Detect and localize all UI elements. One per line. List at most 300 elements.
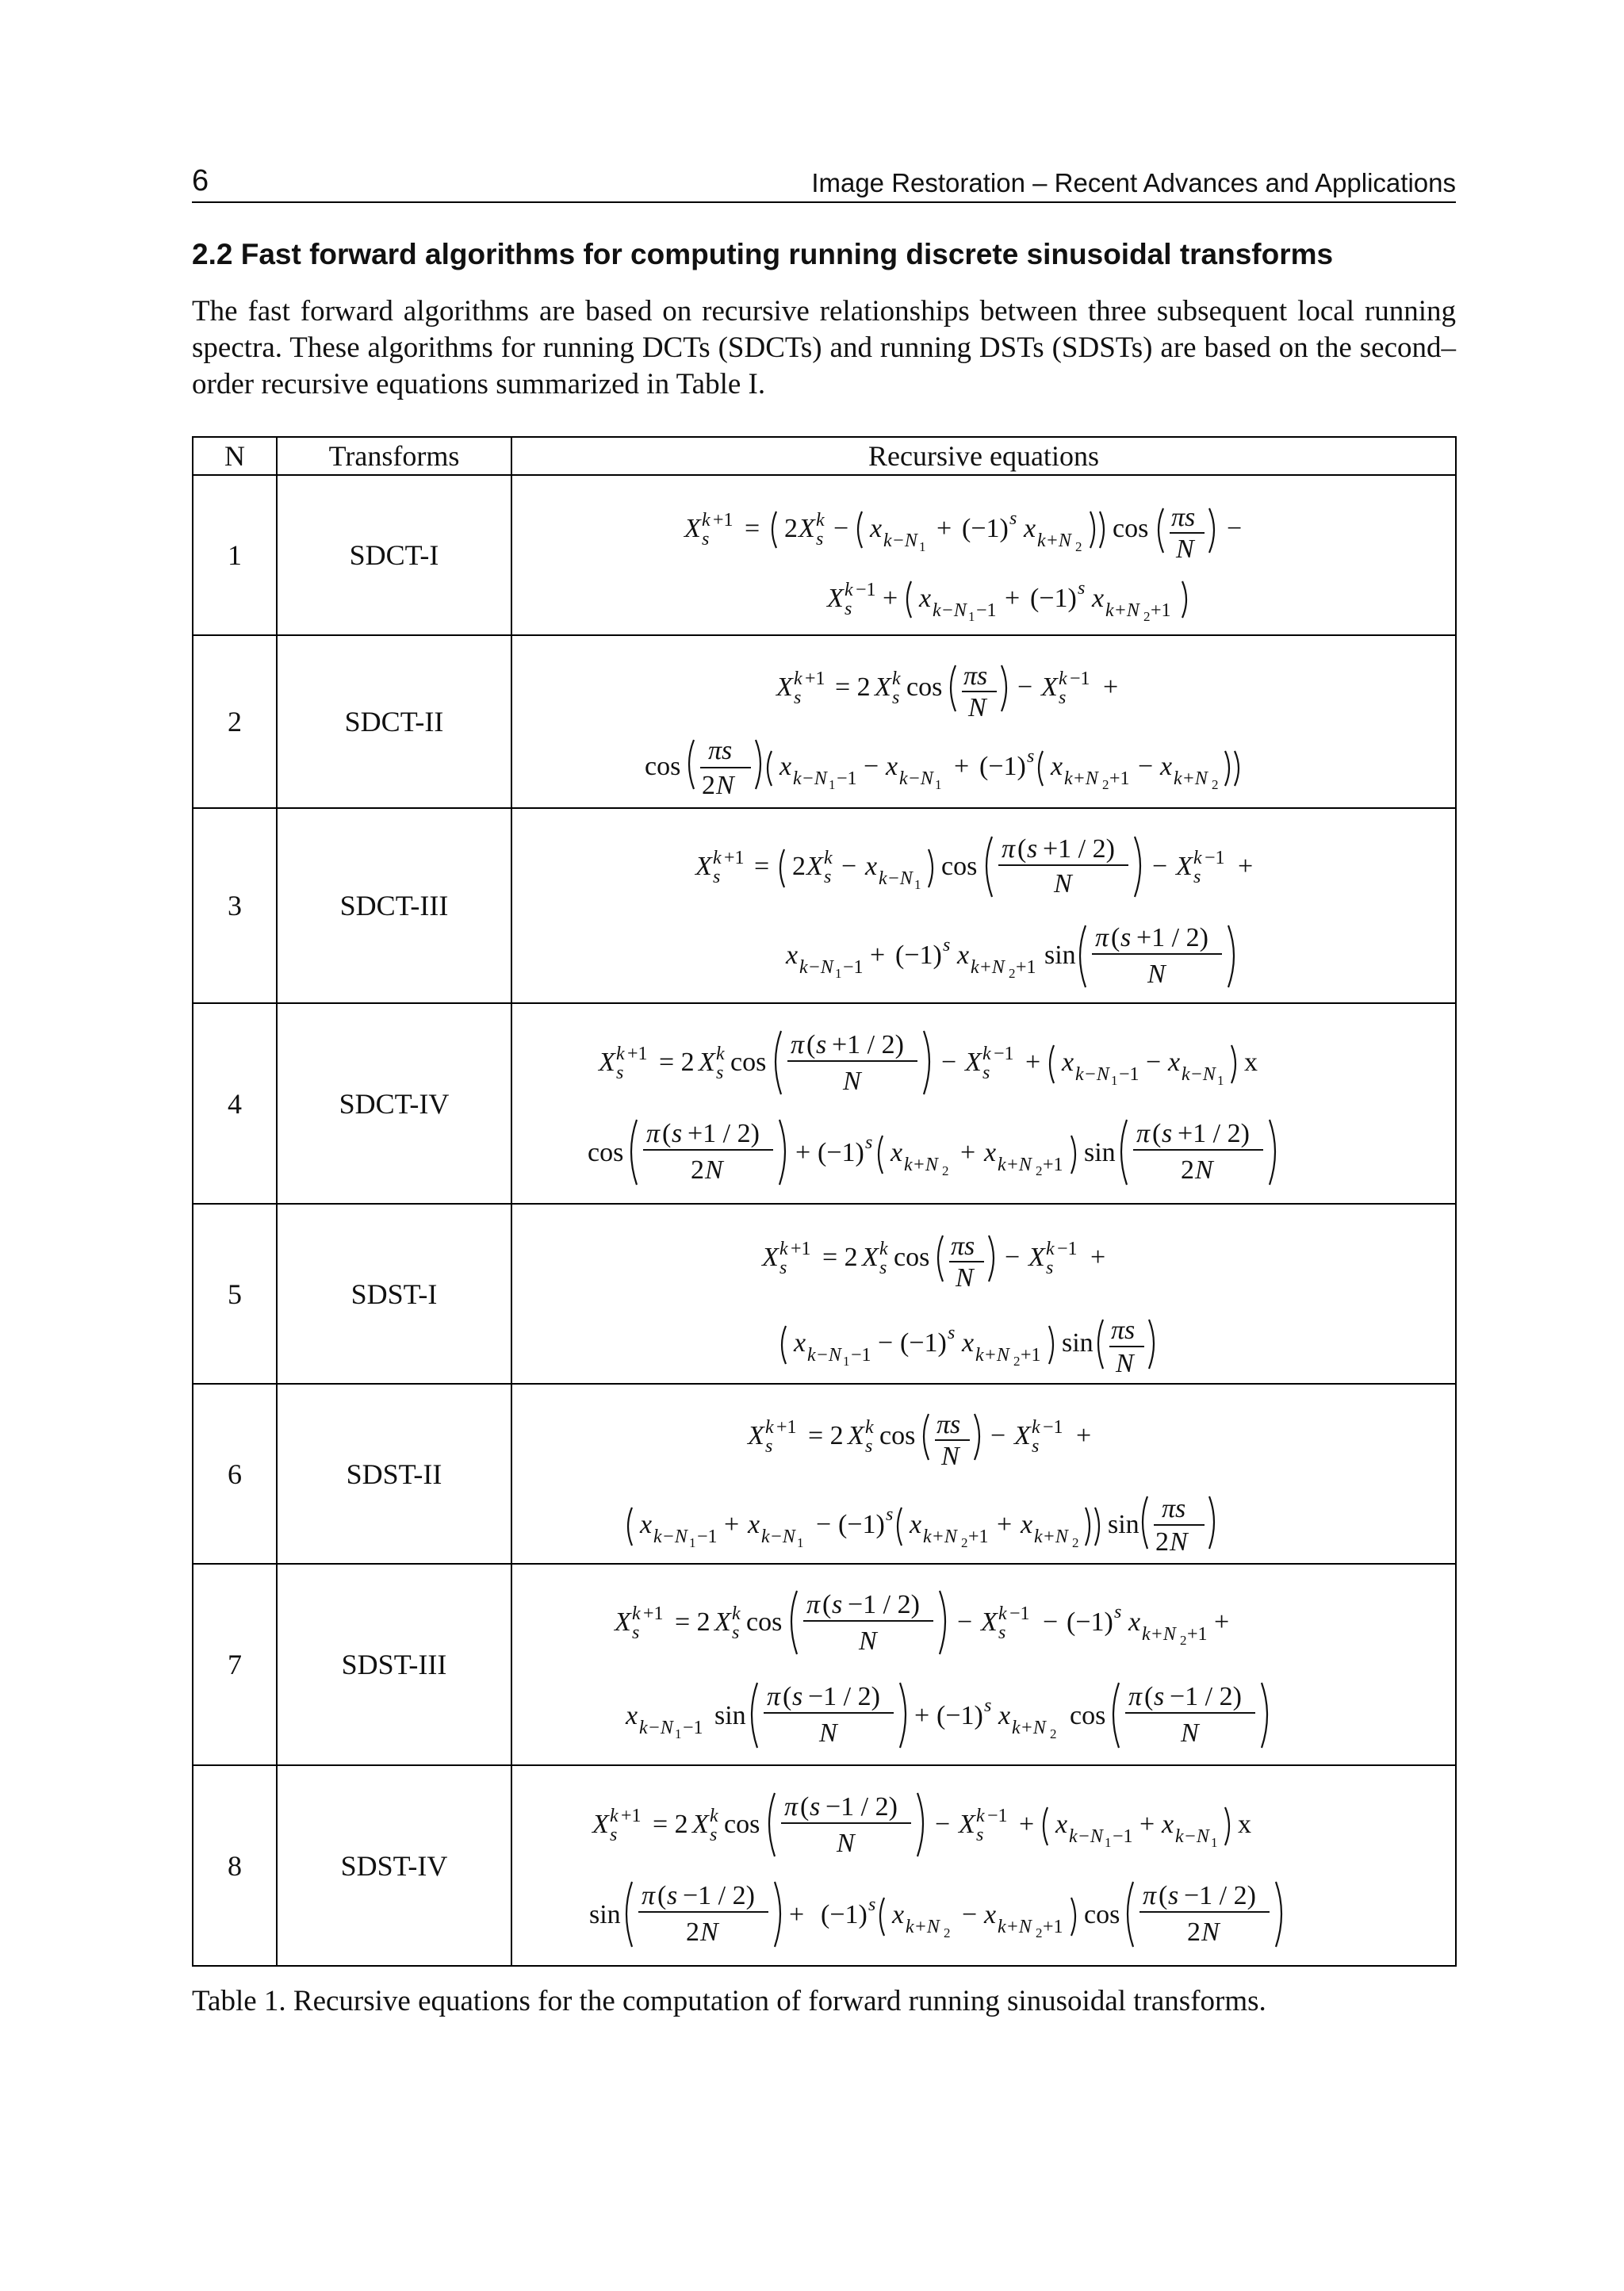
- svg-text:+1: +1: [1042, 1154, 1063, 1175]
- svg-text:x: x: [983, 1899, 996, 1929]
- svg-text:k: k: [1045, 1239, 1055, 1259]
- svg-text:s: s: [609, 1824, 617, 1845]
- svg-text:+1 / 2): +1 / 2): [1136, 923, 1208, 952]
- svg-text:πs: πs: [963, 661, 987, 691]
- svg-text:1: 1: [967, 609, 975, 624]
- svg-text:−1: −1: [1112, 1826, 1133, 1847]
- svg-text:N: N: [842, 1066, 861, 1096]
- running-title: Image Restoration – Recent Advances and Applications: [811, 168, 1456, 197]
- svg-text:sin: sin: [1083, 1137, 1116, 1167]
- svg-text:1: 1: [1110, 1072, 1117, 1088]
- table-row: [193, 475, 1456, 635]
- svg-text:x: x: [890, 1137, 902, 1167]
- svg-text:s: s: [879, 1258, 887, 1278]
- svg-text:x: x: [1128, 1607, 1140, 1637]
- equation-sdct-iv: [516, 1009, 1452, 1199]
- svg-text:1: 1: [1216, 1072, 1224, 1088]
- svg-text:+1: +1: [626, 1043, 648, 1064]
- svg-text:−: −: [961, 1899, 977, 1929]
- svg-text:1: 1: [688, 1535, 695, 1550]
- svg-text:2: 2: [1074, 539, 1082, 554]
- svg-text:+1: +1: [712, 510, 733, 531]
- svg-text:−1: −1: [975, 600, 997, 621]
- svg-text:s: s: [1045, 1258, 1053, 1278]
- svg-text:cos: cos: [1083, 1899, 1120, 1929]
- svg-text:k: k: [982, 1043, 991, 1064]
- svg-text:=: =: [744, 514, 760, 543]
- transform-name: SDST-IV: [277, 1765, 511, 1966]
- svg-text:(: (: [782, 1682, 791, 1711]
- svg-text:+1 / 2): +1 / 2): [1042, 834, 1115, 864]
- svg-text:πs: πs: [1110, 1316, 1135, 1345]
- svg-text:k−N: k−N: [799, 957, 833, 978]
- row-number: 2: [193, 635, 277, 808]
- svg-text:1: 1: [1104, 1834, 1111, 1850]
- svg-text:+: +: [1102, 672, 1118, 702]
- svg-text:s: s: [671, 1118, 682, 1148]
- svg-text:x: x: [1167, 1047, 1180, 1077]
- svg-text:k: k: [779, 1239, 788, 1259]
- svg-text:k+N: k+N: [1063, 768, 1098, 789]
- svg-text:+1: +1: [1020, 1345, 1041, 1366]
- svg-text:k−N: k−N: [883, 531, 917, 551]
- svg-text:+1 / 2): +1 / 2): [831, 1029, 904, 1059]
- svg-text:x: x: [1020, 1510, 1032, 1539]
- page-header: [192, 163, 1456, 203]
- svg-text:s: s: [815, 529, 823, 550]
- svg-text:x: x: [885, 752, 898, 781]
- svg-text:k: k: [1193, 848, 1202, 868]
- svg-text:πs: πs: [1161, 1494, 1185, 1523]
- svg-text:cos: cos: [906, 672, 942, 702]
- svg-text:s: s: [844, 599, 852, 619]
- svg-text:2: 2: [941, 1163, 948, 1178]
- svg-text:k+N: k+N: [922, 1527, 957, 1547]
- svg-text:X: X: [698, 1047, 715, 1077]
- svg-text:s: s: [809, 1791, 820, 1822]
- svg-text:s: s: [1113, 1602, 1121, 1622]
- svg-text:−: −: [1226, 514, 1242, 543]
- svg-text:x: x: [1061, 1047, 1074, 1077]
- svg-text:(: (: [806, 1029, 815, 1059]
- svg-text:πs: πs: [1170, 503, 1195, 532]
- svg-text:s: s: [864, 1436, 872, 1457]
- svg-text:s: s: [712, 867, 720, 887]
- svg-text:−: −: [956, 1607, 972, 1637]
- svg-text:s: s: [983, 1695, 991, 1716]
- svg-text:+: +: [936, 514, 952, 543]
- svg-text:+: +: [1075, 1421, 1091, 1450]
- svg-text:N: N: [704, 1155, 723, 1185]
- svg-text:x: x: [961, 1328, 974, 1358]
- svg-text:+: +: [1025, 1047, 1040, 1077]
- svg-text:−1: −1: [842, 957, 864, 978]
- table-row: [193, 1765, 1456, 1966]
- svg-text:k+N: k+N: [905, 1916, 940, 1937]
- svg-text:s: s: [831, 1590, 842, 1619]
- equation-cell: [511, 635, 1456, 808]
- svg-text:+1: +1: [1150, 600, 1171, 621]
- svg-text:x: x: [1055, 1809, 1067, 1839]
- svg-text:−1 / 2): −1 / 2): [682, 1880, 755, 1910]
- equation-cell: [511, 1204, 1456, 1384]
- svg-text:2: 2: [1186, 1917, 1201, 1947]
- row-number: 5: [193, 1204, 277, 1384]
- svg-text:sin: sin: [714, 1701, 746, 1730]
- svg-text:sin: sin: [1044, 941, 1076, 970]
- svg-text:π: π: [1142, 1880, 1156, 1910]
- svg-text:2: 2: [1035, 1163, 1042, 1178]
- svg-text:−: −: [877, 1328, 893, 1358]
- svg-text:π: π: [766, 1682, 780, 1711]
- svg-text:2: 2: [690, 1155, 704, 1185]
- svg-text:−1 / 2): −1 / 2): [1183, 1880, 1256, 1910]
- svg-text:x: x: [918, 584, 931, 613]
- svg-text:s: s: [823, 867, 831, 887]
- equation-sdst-i: [516, 1209, 1452, 1379]
- svg-text:X: X: [691, 1809, 709, 1839]
- svg-text:π: π: [1136, 1118, 1150, 1148]
- equation-cell: [511, 1564, 1456, 1765]
- svg-text:N: N: [818, 1718, 837, 1748]
- table-row: [193, 808, 1456, 1003]
- svg-text:N: N: [940, 1442, 959, 1471]
- svg-text:N: N: [1147, 960, 1166, 989]
- svg-text:X: X: [1040, 672, 1058, 702]
- svg-text:(−1): (−1): [1029, 584, 1077, 613]
- svg-text:x: x: [983, 1137, 996, 1167]
- svg-text:+: +: [953, 752, 969, 781]
- svg-text:+: +: [914, 1701, 929, 1730]
- svg-text:−1: −1: [1069, 669, 1090, 689]
- svg-text:s: s: [1077, 578, 1085, 599]
- svg-text:π: π: [790, 1029, 804, 1059]
- svg-text:−: −: [833, 514, 848, 543]
- svg-text:cos: cos: [730, 1047, 766, 1077]
- svg-text:−: −: [1137, 752, 1153, 781]
- svg-text:x: x: [1243, 1047, 1258, 1077]
- svg-text:−: −: [990, 1421, 1005, 1450]
- svg-text:X: X: [684, 514, 701, 543]
- svg-text:s: s: [701, 529, 709, 550]
- svg-text:s: s: [1120, 923, 1131, 952]
- row-number: 4: [193, 1003, 277, 1204]
- svg-text:cos: cos: [1112, 514, 1148, 543]
- table-row: [193, 635, 1456, 808]
- svg-text:x: x: [779, 752, 791, 781]
- svg-text:k−N: k−N: [1074, 1063, 1109, 1085]
- svg-text:+1: +1: [642, 1603, 664, 1624]
- svg-text:x: x: [1050, 752, 1063, 781]
- svg-text:k: k: [844, 580, 853, 600]
- svg-text:s: s: [1058, 688, 1066, 708]
- svg-text:1: 1: [934, 777, 941, 792]
- svg-text:π: π: [1094, 923, 1109, 952]
- svg-text:s: s: [975, 1824, 983, 1845]
- svg-text:−1: −1: [696, 1527, 718, 1547]
- equation-cell: [511, 475, 1456, 635]
- svg-text:X: X: [776, 672, 793, 702]
- svg-text:−: −: [1017, 672, 1032, 702]
- svg-text:N: N: [955, 1263, 974, 1293]
- svg-text:(: (: [657, 1880, 666, 1910]
- svg-text:−1: −1: [1056, 1239, 1078, 1259]
- svg-text:= 2: = 2: [822, 1243, 858, 1272]
- svg-text:πs: πs: [936, 1410, 960, 1439]
- svg-text:2: 2: [960, 1535, 967, 1550]
- row-number: 6: [193, 1384, 277, 1564]
- svg-text:2: 2: [943, 1925, 950, 1940]
- equation-sdst-ii: [516, 1389, 1452, 1559]
- transform-name: SDCT-II: [277, 635, 511, 808]
- svg-text:π: π: [1001, 834, 1015, 864]
- svg-text:X: X: [798, 514, 815, 543]
- svg-text:k: k: [823, 848, 833, 868]
- svg-text:+: +: [795, 1137, 810, 1167]
- svg-text:s: s: [868, 1894, 875, 1915]
- svg-text:+1: +1: [1109, 768, 1130, 789]
- svg-text:−: −: [815, 1510, 831, 1539]
- svg-text:k+N: k+N: [1141, 1624, 1176, 1645]
- svg-text:s: s: [1153, 1682, 1164, 1711]
- svg-text:k+N: k+N: [997, 1154, 1032, 1175]
- svg-text:2: 2: [685, 1917, 699, 1947]
- table-row: [193, 1384, 1456, 1564]
- svg-text:X: X: [964, 1047, 982, 1077]
- svg-text:2: 2: [701, 771, 715, 800]
- svg-text:=: =: [753, 852, 769, 881]
- svg-text:1: 1: [828, 777, 835, 792]
- svg-text:k−N: k−N: [1174, 1826, 1209, 1847]
- table-header-row: [193, 437, 1456, 475]
- svg-text:−1: −1: [850, 1345, 871, 1366]
- svg-text:−: −: [841, 852, 856, 881]
- svg-text:x: x: [1237, 1809, 1251, 1839]
- svg-text:X: X: [1028, 1243, 1045, 1272]
- svg-text:s: s: [982, 1062, 990, 1083]
- svg-text:+1: +1: [804, 669, 825, 689]
- svg-text:N: N: [1201, 1917, 1220, 1947]
- svg-text:k−N: k−N: [638, 1718, 673, 1738]
- svg-text:cos: cos: [940, 852, 977, 881]
- svg-text:X: X: [695, 852, 712, 881]
- svg-text:k−N: k−N: [760, 1527, 795, 1547]
- svg-text:N: N: [1194, 1155, 1213, 1185]
- svg-text:k−N: k−N: [1181, 1063, 1216, 1085]
- svg-text:1: 1: [796, 1535, 803, 1550]
- svg-text:1: 1: [914, 877, 921, 892]
- svg-text:x: x: [1023, 514, 1036, 543]
- svg-text:(−1): (−1): [837, 1510, 885, 1539]
- svg-text:k+N: k+N: [1011, 1718, 1046, 1738]
- svg-text:−1: −1: [993, 1043, 1014, 1064]
- transform-name: SDST-III: [277, 1564, 511, 1765]
- svg-text:k: k: [864, 1417, 874, 1438]
- svg-text:x: x: [639, 1510, 652, 1539]
- svg-text:s: s: [891, 688, 899, 708]
- svg-text:+1: +1: [967, 1527, 989, 1547]
- equation-sdst-iii: [516, 1569, 1452, 1760]
- equation-cell: [511, 808, 1456, 1003]
- svg-text:2: 2: [1179, 1633, 1186, 1648]
- table-caption: Table 1. Recursive equations for the computation of forward running sinusoidal transforms.: [192, 1985, 1266, 2017]
- svg-text:k: k: [975, 1805, 985, 1826]
- svg-text:k: k: [793, 669, 802, 689]
- svg-text:s: s: [1167, 1880, 1178, 1910]
- svg-text:cos: cos: [587, 1137, 623, 1167]
- svg-text:(: (: [1158, 1880, 1167, 1910]
- svg-text:X: X: [1013, 1421, 1031, 1450]
- svg-text:k+N: k+N: [997, 1916, 1032, 1937]
- svg-text:(−1): (−1): [936, 1701, 983, 1730]
- svg-text:(: (: [1151, 1118, 1161, 1148]
- column-header-n: N: [193, 437, 277, 475]
- svg-text:−1: −1: [682, 1718, 703, 1738]
- svg-text:s: s: [631, 1622, 639, 1643]
- svg-text:(−1): (−1): [894, 941, 942, 970]
- svg-text:s: s: [715, 1062, 723, 1083]
- svg-text:k: k: [1058, 669, 1067, 689]
- svg-text:k+N: k+N: [970, 957, 1005, 978]
- svg-text:−1 / 2): −1 / 2): [807, 1682, 880, 1711]
- equation-sdct-iii: [516, 813, 1452, 998]
- svg-text:k−N: k−N: [1068, 1826, 1103, 1847]
- svg-text:−: −: [1151, 852, 1167, 881]
- page-number: 6: [192, 164, 209, 197]
- svg-text:2: 2: [1180, 1155, 1194, 1185]
- svg-text:N: N: [1053, 869, 1072, 898]
- svg-text:X: X: [806, 852, 823, 881]
- svg-text:2: 2: [1008, 966, 1015, 981]
- svg-text:k−N: k−N: [932, 600, 967, 621]
- svg-text:+: +: [1018, 1809, 1034, 1839]
- svg-text:s: s: [791, 1682, 802, 1711]
- svg-text:= 2: = 2: [807, 1421, 844, 1450]
- svg-text:πs: πs: [707, 736, 732, 765]
- svg-text:−: −: [934, 1809, 950, 1839]
- svg-text:N: N: [1180, 1718, 1199, 1748]
- svg-text:s: s: [666, 1880, 677, 1910]
- svg-text:2: 2: [783, 514, 798, 543]
- svg-text:−1: −1: [855, 580, 876, 600]
- svg-text:k: k: [715, 1043, 725, 1064]
- svg-text:k: k: [815, 510, 825, 531]
- table-row: [193, 1564, 1456, 1765]
- svg-text:−: −: [1042, 1607, 1058, 1637]
- svg-text:k−N: k−N: [898, 768, 933, 789]
- svg-text:X: X: [958, 1809, 975, 1839]
- svg-text:s: s: [1193, 867, 1201, 887]
- svg-text:s: s: [1026, 834, 1037, 864]
- svg-text:= 2: = 2: [652, 1809, 688, 1839]
- svg-text:x: x: [891, 1899, 904, 1929]
- svg-text:k: k: [1031, 1417, 1040, 1438]
- svg-text:k: k: [891, 669, 901, 689]
- svg-text:X: X: [761, 1243, 779, 1272]
- svg-text:N: N: [967, 693, 986, 722]
- svg-text:k: k: [764, 1417, 774, 1438]
- svg-text:X: X: [847, 1421, 864, 1450]
- svg-text:2: 2: [1155, 1527, 1169, 1557]
- svg-text:+1: +1: [620, 1805, 642, 1826]
- table-row: [193, 1003, 1456, 1204]
- transform-name: SDCT-III: [277, 808, 511, 1003]
- transform-name: SDST-I: [277, 1204, 511, 1384]
- equation-sdct-ii: [516, 640, 1452, 803]
- svg-text:s: s: [947, 1323, 955, 1343]
- svg-text:+: +: [788, 1899, 804, 1929]
- column-header-transforms: Transforms: [277, 437, 511, 475]
- svg-text:cos: cos: [1069, 1701, 1105, 1730]
- svg-text:+: +: [1237, 852, 1253, 881]
- svg-text:+1: +1: [1015, 957, 1036, 978]
- svg-text:X: X: [592, 1809, 609, 1839]
- svg-text:k+N: k+N: [903, 1154, 938, 1175]
- svg-text:X: X: [826, 584, 844, 613]
- svg-text:πs: πs: [950, 1232, 975, 1261]
- svg-text:(−1): (−1): [817, 1137, 864, 1167]
- svg-text:+1: +1: [776, 1417, 797, 1438]
- svg-text:−: −: [1145, 1047, 1161, 1077]
- svg-text:k: k: [701, 510, 710, 531]
- svg-text:π: π: [806, 1590, 820, 1619]
- equation-sdst-iv: [516, 1771, 1452, 1961]
- svg-text:k−N: k−N: [792, 768, 827, 789]
- svg-text:+1: +1: [790, 1239, 811, 1259]
- svg-text:2: 2: [1211, 777, 1218, 792]
- row-number: 8: [193, 1765, 277, 1966]
- svg-text:x: x: [785, 941, 798, 970]
- svg-text:N: N: [1115, 1349, 1134, 1378]
- svg-text:s: s: [998, 1622, 1005, 1643]
- svg-text:(−1): (−1): [979, 752, 1026, 781]
- svg-text:k+N: k+N: [1105, 600, 1139, 621]
- svg-text:(: (: [1110, 923, 1120, 952]
- svg-text:x: x: [1159, 752, 1172, 781]
- svg-text:(−1): (−1): [899, 1328, 947, 1358]
- svg-text:X: X: [614, 1607, 631, 1637]
- transform-name: SDCT-I: [277, 475, 511, 635]
- svg-text:x: x: [956, 941, 969, 970]
- svg-text:s: s: [1009, 508, 1017, 529]
- svg-text:(: (: [1017, 834, 1026, 864]
- svg-text:−1: −1: [1042, 1417, 1063, 1438]
- svg-text:1: 1: [674, 1726, 681, 1741]
- svg-text:x: x: [747, 1510, 760, 1539]
- svg-text:cos: cos: [893, 1243, 929, 1272]
- svg-text:X: X: [714, 1607, 731, 1637]
- svg-text:N: N: [1169, 1527, 1188, 1557]
- svg-text:x: x: [864, 852, 877, 881]
- svg-text:−1: −1: [1009, 1603, 1030, 1624]
- svg-text:X: X: [861, 1243, 879, 1272]
- svg-text:+1: +1: [723, 848, 745, 868]
- svg-text:π: π: [645, 1118, 660, 1148]
- column-header-equations: Recursive equations: [511, 437, 1456, 475]
- svg-text:+: +: [959, 1137, 975, 1167]
- svg-text:X: X: [874, 672, 891, 702]
- svg-text:X: X: [747, 1421, 764, 1450]
- svg-text:k: k: [998, 1603, 1007, 1624]
- svg-text:−1 / 2): −1 / 2): [847, 1590, 920, 1619]
- svg-text:k+N: k+N: [1033, 1527, 1068, 1547]
- svg-text:k−N: k−N: [806, 1345, 841, 1366]
- svg-text:(: (: [661, 1118, 671, 1148]
- svg-text:k: k: [731, 1603, 741, 1624]
- svg-text:x: x: [1091, 584, 1104, 613]
- svg-text:+: +: [996, 1510, 1012, 1539]
- svg-text:k: k: [609, 1805, 619, 1826]
